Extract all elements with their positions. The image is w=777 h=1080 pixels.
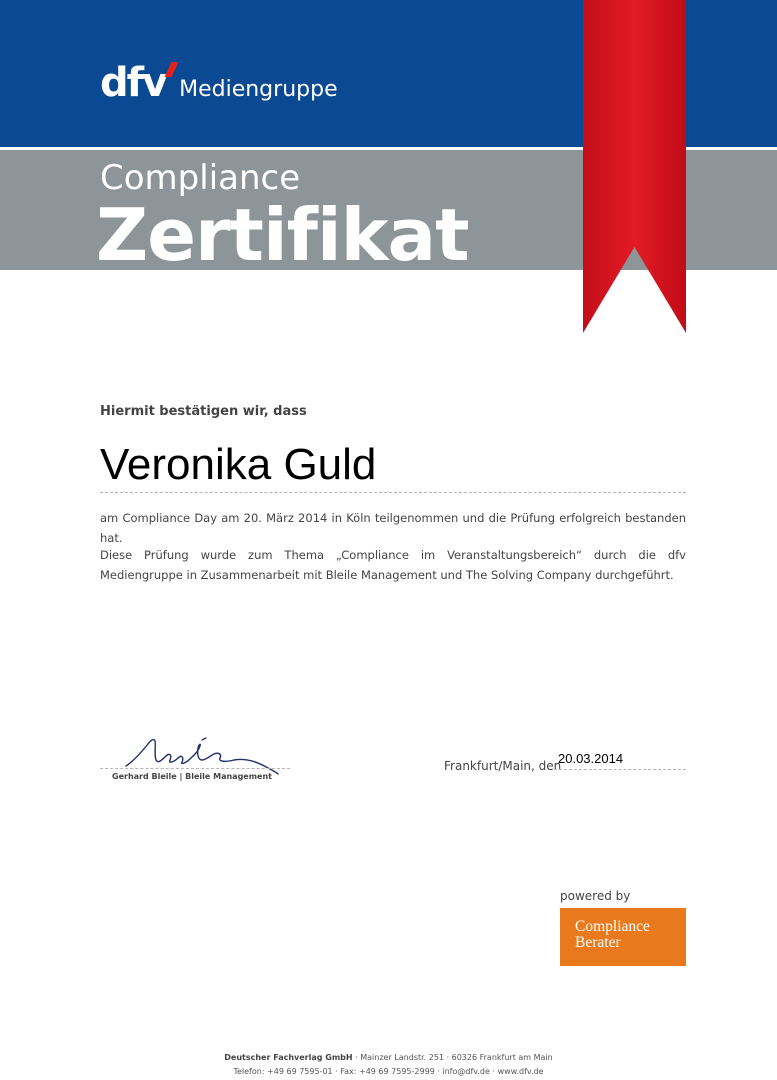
dfv-logo [100,60,338,106]
footer-address: · Mainzer Landstr. 251 · 60326 Frankfurt am Main [352,1053,553,1062]
issue-date: 20.03.2014 [558,751,624,766]
footer-company: Deutscher Fachverlag GmbH [224,1053,353,1062]
footer [0,1051,777,1079]
powered-by-label: powered by [560,889,631,903]
place-label: Frankfurt/Main, den [444,759,562,773]
paragraph-exam-topic: Diese Prüfung wurde zum Thema „Compliance im Veranstaltungsbereich“ durch die dfv Mediengruppe in Zusammenarbeit mit Bleile Management und The Solving Company durchgeführt. [100,548,686,582]
intro-text: Hiermit bestätigen wir, dass [100,404,307,419]
recipient-name: Veronika Guld [100,440,377,489]
footer-contact: Telefon: +49 69 7595-01 · Fax: +49 69 7595-2999 · info@dfv.de · www.dfv.de [233,1067,544,1076]
date-dotted-line [554,769,686,770]
name-dotted-line [100,492,686,493]
signature-caption: Gerhard Bleile | Bleile Management [112,772,273,781]
paragraph-participation: am Compliance Day am 20. März 2014 in Köln teilgenommen und die Prüfung erfolgreich bestanden hat. [100,511,686,545]
dfv-logo-subtitle: Mediengruppe [179,77,338,102]
title-compliance: Compliance [100,158,301,198]
dfv-logo-accent-mark [165,62,179,77]
red-ribbon [583,0,686,333]
compliance-berater-logo-line1: Compliance [575,918,650,935]
dfv-logo-brand: dfv [100,60,167,106]
compliance-berater-logo [560,908,686,966]
footer-address-line [0,1051,777,1065]
compliance-berater-logo-line2: Berater [575,934,621,951]
signature-dotted-line [100,768,290,769]
title-zertifikat: Zertifikat [96,193,469,270]
